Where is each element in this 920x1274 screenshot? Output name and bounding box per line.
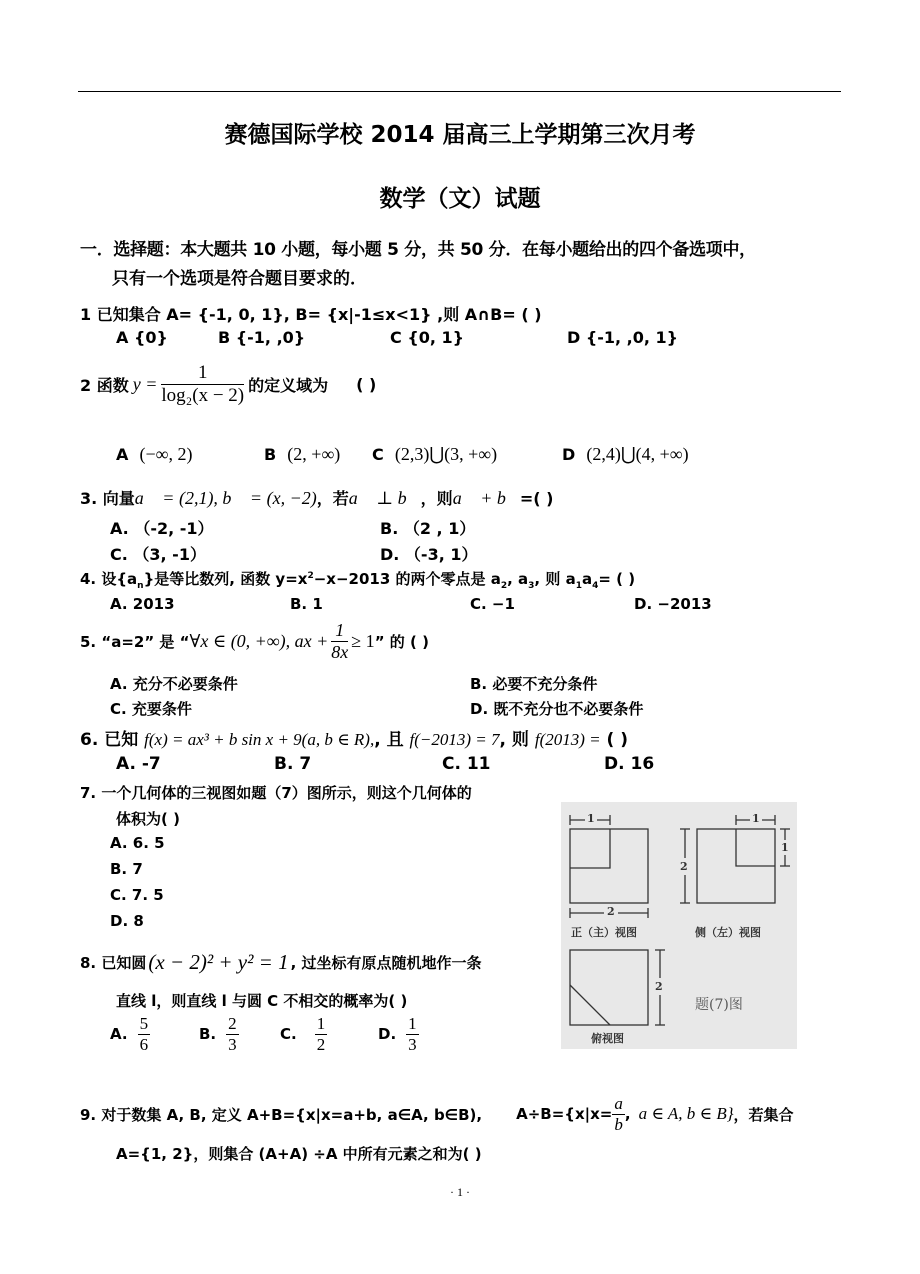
q2-y: y = <box>132 373 158 394</box>
q4-text-g: = ( ) <box>598 570 636 588</box>
exam-subtitle: 数学（文）试题 <box>379 186 541 212</box>
q2-option-b-letter: B <box>264 445 277 464</box>
q4-text-d: , a <box>507 570 529 588</box>
q9-part2: A÷B={x|x= <box>516 1105 613 1124</box>
q5-ge: ≥ 1 <box>351 630 375 651</box>
q4-sub-1: 1 <box>575 581 582 591</box>
q2-suffix: 的定义域为 <box>248 375 329 395</box>
q6-stem <box>80 725 628 750</box>
q5-fraction <box>331 620 348 662</box>
q8-stem <box>80 950 482 975</box>
q5-option-c: C. 充要条件 <box>110 700 192 718</box>
q4-text-f: a <box>581 570 593 588</box>
q8-a-num: 5 <box>139 1014 149 1033</box>
q5-suffix: ” 的 ( ) <box>374 632 429 651</box>
q5-expr: ∀x ∈ (0, +∞), ax + <box>189 630 329 651</box>
q3-option-c: C. （3, -1） <box>110 545 206 564</box>
q6-option-b: B. 7 <box>274 754 312 774</box>
q4-text-b: }是等比数列, 函数 y=x <box>143 570 308 588</box>
q1-stem: 1 已知集合 A= {-1, 0, 1}, B= {x|-1≤x<1} ,则 A∩B= ( ) <box>80 305 542 324</box>
q8-option-b-fraction <box>226 1014 239 1054</box>
q5-numerator: 1 <box>331 620 348 642</box>
q8-option-c <box>280 1014 327 1054</box>
q3-option-a: A. （-2, -1） <box>110 519 214 538</box>
q6-option-a: A. -7 <box>116 754 161 774</box>
front-view-outer <box>570 829 648 903</box>
q8-option-d-letter: D. <box>378 1025 397 1044</box>
q4-option-d: D. −2013 <box>634 595 712 613</box>
q8-option-b-letter: B. <box>199 1025 217 1044</box>
q8-a-den: 6 <box>139 1034 149 1054</box>
q2-denominator: log₂(x − 2) <box>161 384 245 406</box>
q3-then: ，则 <box>420 489 453 508</box>
q3-perp: a⃗ ⊥ b⃗ <box>348 488 421 508</box>
top-view-outer <box>570 950 648 1025</box>
q8-option-a-fraction <box>138 1014 151 1054</box>
q9-den: b <box>614 1114 623 1134</box>
q5-option-d: D. 既不充分也不必要条件 <box>470 700 644 718</box>
q7-stem-cont: 体积为( ) <box>116 810 180 828</box>
q7-option-b: B. 7 <box>110 860 143 878</box>
section-heading-cont: 只有一个选项是符合题目要求的． <box>112 269 367 289</box>
q2-option-a-letter: A <box>116 445 129 464</box>
front-view-label: 正（主）视图 <box>571 926 637 939</box>
q3-option-d: D. （-3, 1） <box>380 545 478 564</box>
q8-b-num: 2 <box>228 1014 237 1033</box>
q5-stem <box>80 620 429 662</box>
q2-option-c-value: (2,3)⋃(3, +∞) <box>394 444 498 464</box>
figure-caption: 题(7)图 <box>695 997 743 1013</box>
q4-option-c: C. −1 <box>470 595 515 613</box>
q3-prefix: 3. 向量 <box>80 489 135 508</box>
q2-stem <box>80 362 376 407</box>
q4-text-e: , 则 a <box>534 570 576 588</box>
q8-b-den: 3 <box>228 1034 237 1054</box>
q6-paren: ( ) <box>606 730 629 750</box>
q1-option-d: D {-1, ,0, 1} <box>567 328 679 347</box>
q1-option-b: B {-1, ,0} <box>218 328 306 347</box>
q9-stem-cont: A={1, 2}，则集合 (A+A) ÷A 中所有元素之和为( ) <box>116 1145 482 1163</box>
three-view-figure <box>561 802 797 1049</box>
q2-option-d-value: (2,4)⋃(4, +∞) <box>586 444 689 464</box>
side-dim-2-label: 2 <box>680 860 688 873</box>
q8-d-den: 3 <box>408 1034 417 1054</box>
q6-prefix: 6. 已知 <box>80 730 139 750</box>
q9-fraction <box>612 1094 625 1134</box>
q7-option-d: D. 8 <box>110 912 144 930</box>
q2-option-a-value: (−∞, 2) <box>139 444 193 464</box>
q8-option-c-letter: C. <box>280 1025 297 1044</box>
q4-stem <box>80 568 635 591</box>
q2-option-a <box>116 444 192 465</box>
q9-part1: 9. 对于数集 A, B, 定义 A+B={x|x=a+b, a∈A, b∈B), <box>80 1105 483 1124</box>
q9-part5: ，若集合 <box>733 1105 794 1124</box>
side-view-inner <box>736 829 775 866</box>
q4-sup-2: 2 <box>307 571 314 581</box>
q3-end: =( ) <box>519 489 554 508</box>
q9-num: a <box>614 1094 623 1113</box>
q8-equation: (x − 2)² + y² = 1 <box>148 950 289 974</box>
q5-option-b: B. 必要不充分条件 <box>470 675 598 693</box>
q4-option-b: B. 1 <box>290 595 323 613</box>
q6-condition: f(−2013) = 7 <box>409 730 500 749</box>
q4-text-c: −x−2013 的两个零点是 a <box>313 570 501 588</box>
q8-prefix: 8. 已知圆 <box>80 954 147 972</box>
q8-stem-cont: 直线 l，则直线 l 与圆 C 不相交的概率为( ) <box>116 992 408 1010</box>
top-view-diagonal <box>570 985 610 1025</box>
q1-option-c: C {0, 1} <box>390 328 465 347</box>
q7-option-c: C. 7. 5 <box>110 886 164 904</box>
q8-option-a-letter: A. <box>110 1025 128 1044</box>
q3-if: ，若 <box>316 489 349 508</box>
q2-prefix: 2 函数 <box>80 375 129 395</box>
q4-sub-4: 4 <box>592 581 599 591</box>
q2-option-c-letter: C <box>372 445 384 464</box>
q2-option-d-letter: D <box>562 445 576 464</box>
page-number: · 1 · <box>450 1185 470 1199</box>
q6-ask: f(2013) = <box>534 730 601 749</box>
header-rule <box>78 91 841 92</box>
q4-sub-n: n <box>137 581 144 591</box>
side-dim-1-label: 1 <box>781 841 789 854</box>
q6-and: , 且 <box>374 730 404 750</box>
front-dim-1-label: 1 <box>587 812 595 825</box>
q2-fraction <box>161 362 244 407</box>
q3-vectors: a⃗ = (2,1), b⃗ = (x, −2) <box>134 488 317 508</box>
top-view-label: 俯视图 <box>591 1032 624 1045</box>
q4-sub-3: 3 <box>528 581 535 591</box>
side-dim-top-label: 1 <box>752 812 760 825</box>
q2-option-b-value: (2, +∞) <box>287 444 341 464</box>
q6-option-d: D. 16 <box>604 754 655 774</box>
q7-option-a: A. 6. 5 <box>110 834 165 852</box>
front-dim-2-label: 2 <box>604 905 618 918</box>
q8-option-c-fraction <box>315 1014 328 1054</box>
front-view-inner <box>570 829 610 868</box>
q8-option-d <box>378 1014 419 1054</box>
exam-title: 赛德国际学校 2014 届高三上学期第三次月考 <box>224 122 696 148</box>
q8-option-d-fraction <box>406 1014 419 1054</box>
q8-c-num: 1 <box>316 1014 326 1033</box>
q7-stem: 7. 一个几何体的三视图如题（7）图所示，则这个几何体的 <box>80 784 472 802</box>
q2-numerator: 1 <box>161 362 244 385</box>
q8-c-den: 2 <box>316 1034 326 1054</box>
q1-option-a: A {0} <box>116 328 168 347</box>
top-dim-2-label: 2 <box>655 980 663 993</box>
side-view-label: 侧（左）视图 <box>695 926 761 939</box>
q9-stem <box>80 1094 794 1134</box>
q8-option-b <box>199 1014 239 1054</box>
q6-function: f(x) = ax³ + b sin x + 9(a, b ∈ R), <box>144 730 375 749</box>
q3-stem <box>80 486 553 509</box>
q2-option-d <box>562 444 689 465</box>
q3-option-b: B. （2 , 1） <box>380 519 476 538</box>
q6-then: , 则 <box>499 730 529 750</box>
q5-denominator: 8x <box>331 641 349 662</box>
q9-part3: , <box>624 1105 631 1124</box>
q5-option-a: A. 充分不必要条件 <box>110 675 238 693</box>
q6-option-c: C. 11 <box>442 754 491 774</box>
q8-d-num: 1 <box>408 1014 417 1033</box>
section-heading: 一．选择题：本大题共 10 小题，每小题 5 分，共 50 分．在每小题给出的四个备选项中， <box>80 240 756 260</box>
q2-paren: ( ) <box>356 374 377 394</box>
q5-prefix: 5. “a=2” 是 “ <box>80 632 190 651</box>
q8-option-a <box>110 1014 150 1054</box>
q4-text-a: 4. 设{a <box>80 570 138 588</box>
q4-sub-2: 2 <box>500 581 508 591</box>
q9-part4: a ∈ A, b ∈ B} <box>638 1104 734 1124</box>
q2-option-c <box>372 444 497 465</box>
q2-option-b <box>264 444 340 465</box>
q8-suffix: , 过坐标有原点随机地作一条 <box>290 954 482 972</box>
q3-sum: a⃗ + b⃗ <box>452 488 520 508</box>
q4-option-a: A. 2013 <box>110 595 175 613</box>
